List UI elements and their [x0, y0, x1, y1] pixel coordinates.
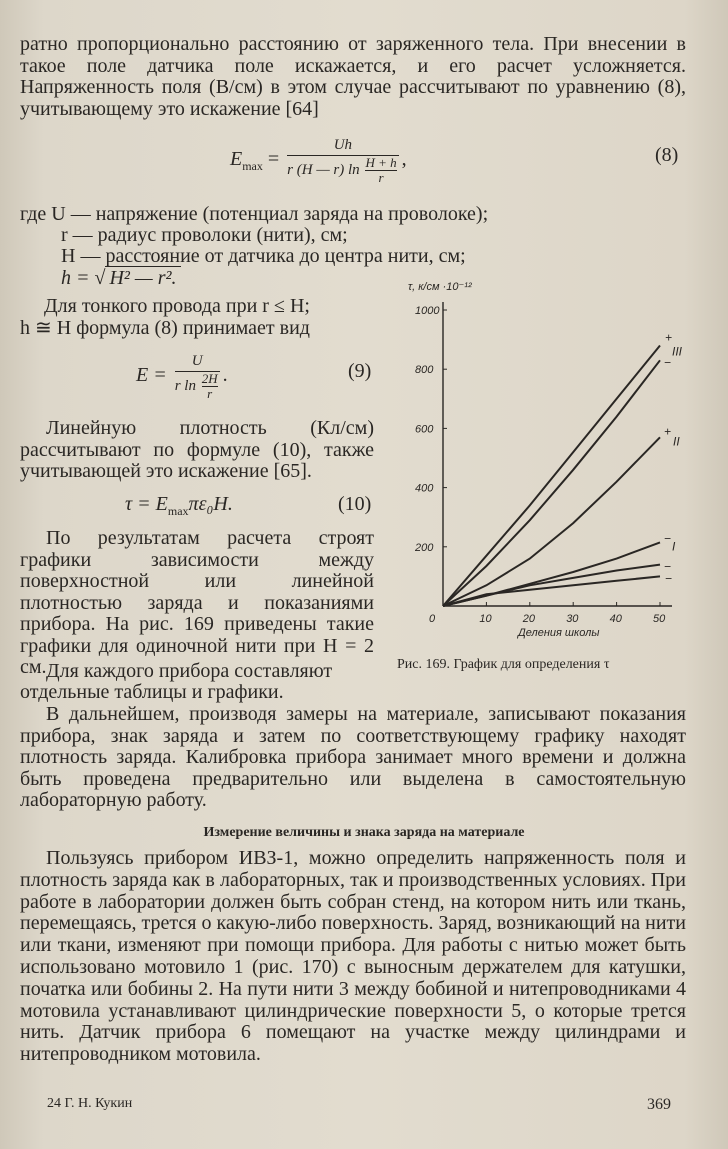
linear-density-paragraph: Линейную плотность (Кл/см) рассчитывают по формуле (10), также учитывающей это искажение [65]. [20, 417, 374, 482]
thin-wire-line-2: h ≅ H формула (8) принимает вид [20, 317, 310, 339]
series-label: II [673, 434, 680, 449]
def-r: r — радиус проволоки (нити), см; [61, 224, 348, 246]
page-number: 369 [647, 1096, 671, 1113]
y-tick-label: 400 [415, 482, 434, 495]
each-device-line-2: отдельные таблицы и графики. [20, 681, 284, 703]
y-tick-label: 200 [415, 541, 434, 554]
series-line-5 [443, 565, 660, 606]
calibration-chart [400, 268, 700, 648]
equation-10: $\tau = E_{max}\pi\varepsilon_0H$. [125, 493, 233, 518]
intro-paragraph: ратно пропорционально расстоянию от заряженного тела. При внесении в такое поле датчика поле искажается, и его расчет усложняется. Напряженность поля (В/см) в этом случае рассчитывают по уравнению (8), учитывающему это искажение [64] [20, 33, 686, 120]
y-tick-label: 600 [415, 423, 434, 436]
series-line-0 [443, 346, 660, 607]
series-label: − [664, 355, 672, 370]
x-tick-label: 10 [479, 613, 492, 625]
footer-signature: 24 Г. Н. Кукин [47, 1096, 133, 1111]
each-device-line: Для каждого прибора составляют [46, 660, 333, 682]
x-tick-label: 30 [566, 613, 579, 625]
series-label: − [665, 571, 673, 586]
series-label: − [664, 559, 672, 574]
x-tick-label: 50 [653, 613, 666, 625]
series-label: + [665, 330, 673, 345]
def-u: где U — напряжение (потенциал заряда на проволоке); [20, 203, 489, 225]
equation-8: $E_{max}$ = Uh r (H — r) ln $\frac{H + h}{r}$ , [230, 137, 407, 185]
equation-9: E = U r ln $\frac{2H}{r}$ . [136, 353, 228, 401]
equation-9-number: (9) [348, 360, 372, 382]
section-heading: Измерение величины и знака заряда на материале [203, 825, 525, 840]
series-label: − [664, 531, 672, 546]
y-tick-label: 800 [415, 364, 434, 377]
figure-caption: Рис. 169. График для определения τ [397, 657, 610, 672]
x-tick-label: 0 [429, 613, 436, 625]
series-label: III [672, 344, 683, 359]
x-tick-label: 40 [609, 613, 622, 625]
def-h-small: h = √ H² — r². [61, 267, 181, 289]
series-label: I [672, 539, 676, 554]
y-tick-label: 1000 [415, 305, 440, 317]
y-axis-label: τ, к/см ·10⁻¹² [408, 281, 472, 293]
series-label: + [664, 424, 672, 439]
results-paragraph: По результатам расчета строят графики зависимости между поверхностной или линейной плотностью заряда и показаниями прибора. На рис. 169 приведены такие графики для одиночной нити при H = 2 см. [20, 527, 374, 678]
equation-8-number: (8) [655, 144, 679, 166]
thin-wire-line-1: Для тонкого провода при r ≤ H; [44, 295, 310, 317]
x-tick-label: 20 [522, 613, 536, 625]
x-axis-label: Деления школы [518, 627, 600, 639]
ivz-paragraph: Пользуясь прибором ИВЗ-1, можно определить напряженность поля и плотность заряда как в лабораторных, так и производственных условиях. При работе в лаборатории должен быть собран стенд, на котором нить или ткань, перемещаясь, трется о какую-либо поверхность. Заряд, возникающий на нити или ткани, изменяют при помощи прибора. Для работы с нитью может быть использовано мотовило 1 (рис. 170) с выносным держателем для катушки, початка или бобины 2. На пути нити 3 между бобиной и нитепроводниками 4 мотовила устанавливают цилиндрические поверхности 5, о которые трется нить. Датчик прибора 6 помещают на участке между цилиндрами и нитепроводником мотовила. [20, 847, 686, 1066]
equation-10-number: (10) [338, 493, 372, 515]
later-paragraph: В дальнейшем, производя замеры на материале, записывают показания прибора, знак заряда и затем по соответствующему графику находят плотность заряда. Калибровка прибора занимает много времени и должна быть проведена предварительно или выделена в самостоятельную лабораторную работу. [20, 703, 686, 811]
def-h-big: H — расстояние от датчика до центра нити, см; [61, 245, 466, 267]
